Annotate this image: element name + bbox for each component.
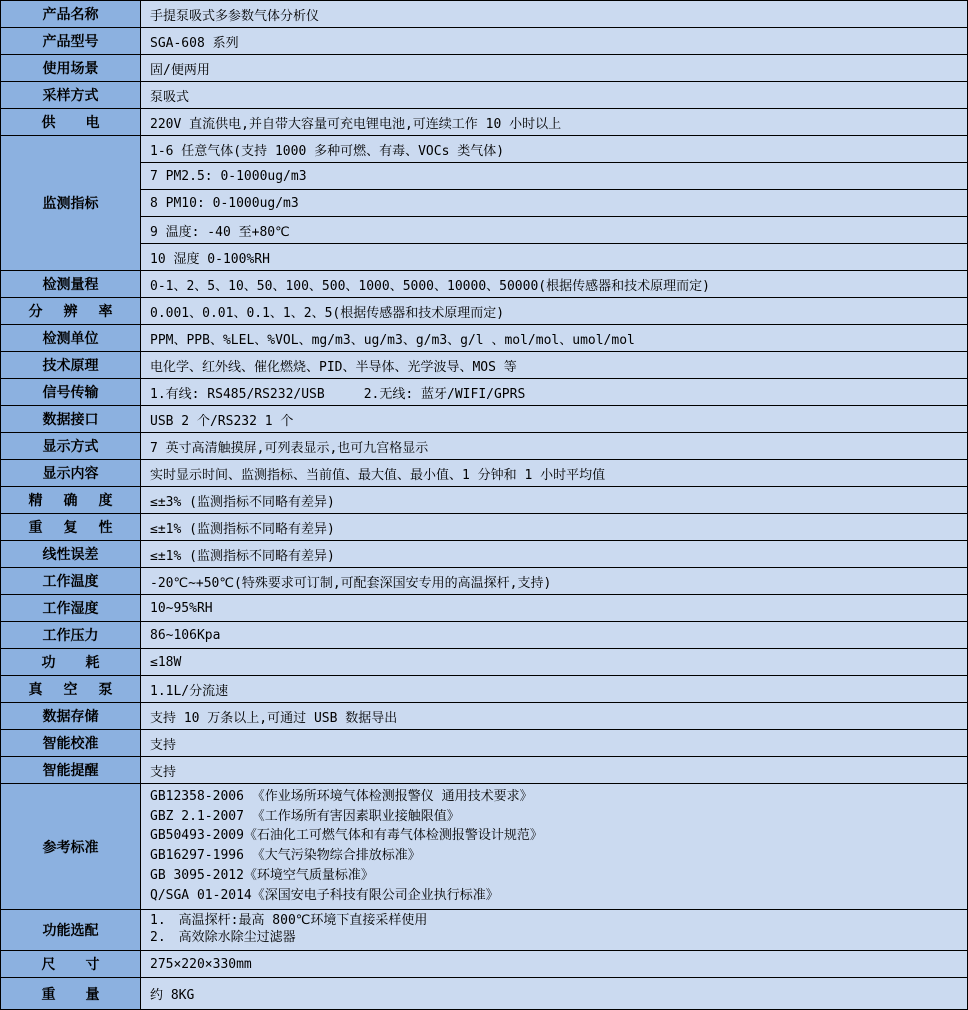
- row-value-multiline: [141, 784, 967, 909]
- spec-row: [1, 55, 967, 82]
- row-label-text: 使用场景: [42, 61, 99, 77]
- row-label-text: 工作湿度: [42, 601, 99, 617]
- spec-row: [1, 784, 967, 910]
- row-label-text: 信号传输: [42, 385, 99, 401]
- row-value-multiline: [141, 910, 967, 950]
- row-label-text: 重量: [41, 986, 100, 1003]
- spec-row: [1, 82, 967, 109]
- spec-row: [1, 460, 967, 487]
- row-value: ≤±1% (监测指标不同略有差异): [141, 541, 967, 567]
- row-label: [1, 568, 141, 594]
- row-value: 支持: [141, 757, 967, 783]
- spec-row: [1, 325, 967, 352]
- row-label: [1, 951, 141, 977]
- spec-row: [1, 352, 967, 379]
- spec-row: [1, 951, 967, 978]
- row-value: 220V 直流供电,并自带大容量可充电锂电池,可连续工作 10 小时以上: [141, 109, 967, 135]
- row-value: 电化学、红外线、催化燃烧、PID、半导体、光学波导、MOS 等: [141, 352, 967, 378]
- row-label-text: 智能校准: [42, 736, 99, 752]
- spec-row: [1, 703, 967, 730]
- row-label-text: 数据接口: [42, 412, 99, 428]
- row-label: [1, 676, 141, 702]
- spec-row: [1, 514, 967, 541]
- subrow-value: 10 湿度 0-100%RH: [150, 251, 270, 267]
- spec-row: [1, 978, 967, 1009]
- row-label-text: 技术原理: [42, 358, 99, 374]
- row-label-text: 产品型号: [42, 34, 99, 50]
- row-label-text: 供电: [41, 115, 100, 131]
- spec-row: [1, 487, 967, 514]
- row-value: 0-1、2、5、10、50、100、500、1000、5000、10000、50000(根据传感器和技术原理而定): [141, 271, 967, 297]
- row-label: [1, 352, 141, 378]
- row-value: 支持 10 万条以上,可通过 USB 数据导出: [141, 703, 967, 729]
- row-label: [1, 784, 141, 909]
- spec-row: [1, 406, 967, 433]
- row-label-text: 产品名称: [42, 7, 99, 23]
- row-value: ≤±3% (监测指标不同略有差异): [141, 487, 967, 513]
- row-value: 275×220×330mm: [141, 951, 967, 977]
- row-label: [1, 487, 141, 513]
- row-value: 7 英寸高清触摸屏,可列表显示,也可九宫格显示: [141, 433, 967, 459]
- text-line: GB50493-2009《石油化工可燃气体和有毒气体检测报警设计规范》: [150, 828, 543, 844]
- row-label-text: 智能提醒: [42, 763, 99, 779]
- row-label-text: 功能选配: [42, 923, 99, 939]
- row-label: [1, 514, 141, 540]
- row-label: [1, 271, 141, 297]
- row-label: [1, 82, 141, 108]
- row-label-text: 真空泵: [28, 682, 113, 698]
- subrow-value: 8 PM10: 0-1000ug/m3: [141, 190, 967, 217]
- row-value: 86~106Kpa: [141, 622, 967, 648]
- row-value-group: [141, 136, 967, 270]
- row-value: USB 2 个/RS232 1 个: [141, 406, 967, 432]
- row-label-text: 线性误差: [42, 547, 99, 563]
- row-label: [1, 1, 141, 27]
- row-label: [1, 910, 141, 950]
- row-label: [1, 703, 141, 729]
- spec-row: [1, 649, 967, 676]
- row-value: SGA-608 系列: [141, 28, 967, 54]
- spec-row: [1, 28, 967, 55]
- spec-row: [1, 910, 967, 951]
- row-label: [1, 649, 141, 675]
- row-label: [1, 55, 141, 81]
- spec-row: [1, 1, 967, 28]
- spec-row: [1, 298, 967, 325]
- row-value: ≤±1% (监测指标不同略有差异): [141, 514, 967, 540]
- row-label-text: 重复性: [28, 520, 113, 536]
- row-label-text: 分辨率: [28, 304, 113, 320]
- row-label: [1, 730, 141, 756]
- row-label-text: 显示方式: [42, 439, 99, 455]
- spec-row: [1, 136, 967, 271]
- row-label: [1, 460, 141, 486]
- spec-row: [1, 433, 967, 460]
- spec-row: [1, 622, 967, 649]
- row-label: [1, 595, 141, 621]
- subrow-value: 9 温度: -40 至+80℃: [141, 217, 967, 244]
- row-value: 固/便两用: [141, 55, 967, 81]
- spec-row: [1, 568, 967, 595]
- row-label: [1, 978, 141, 1009]
- row-label-text: 检测量程: [42, 277, 99, 293]
- row-label: [1, 136, 141, 270]
- row-label-text: 尺寸: [41, 957, 100, 973]
- text-line: GB 3095-2012《环境空气质量标准》: [150, 868, 374, 884]
- row-value: 0.001、0.01、0.1、1、2、5(根据传感器和技术原理而定): [141, 298, 967, 324]
- row-label-text: 检测单位: [42, 331, 99, 347]
- row-label-text: 采样方式: [42, 88, 99, 104]
- row-label: [1, 622, 141, 648]
- row-label: [1, 28, 141, 54]
- row-label: [1, 433, 141, 459]
- row-value: 手提泵吸式多参数气体分析仪: [141, 1, 967, 27]
- row-label: [1, 379, 141, 405]
- row-value: ≤18W: [141, 649, 967, 675]
- text-line: Q/SGA 01-2014《深国安电子科技有限公司企业执行标准》: [150, 887, 499, 903]
- row-label-text: 精确度: [28, 493, 113, 509]
- spec-row: [1, 379, 967, 406]
- subrow-value: 1-6 任意气体(支持 1000 多种可燃、有毒、VOCs 类气体): [141, 136, 967, 163]
- text-line: GB12358-2006 《作业场所环境气体检测报警仪 通用技术要求》: [150, 788, 533, 804]
- subrow-value: 7 PM2.5: 0-1000ug/m3: [141, 163, 967, 190]
- row-label: [1, 757, 141, 783]
- row-label-text: 显示内容: [42, 466, 99, 482]
- row-value: 1.有线: RS485/RS232/USB 2.无线: 蓝牙/WIFI/GPRS: [141, 379, 967, 405]
- spec-row: [1, 109, 967, 136]
- row-value: 泵吸式: [141, 82, 967, 108]
- row-value: 约 8KG: [141, 978, 967, 1009]
- row-value: 支持: [141, 730, 967, 756]
- spec-row: [1, 757, 967, 784]
- row-label: [1, 406, 141, 432]
- row-label-text: 监测指标: [42, 196, 99, 212]
- spec-row: [1, 730, 967, 757]
- row-label: [1, 298, 141, 324]
- text-line: GB16297-1996 《大气污染物综合排放标准》: [150, 848, 421, 864]
- spec-row: [1, 676, 967, 703]
- row-label: [1, 541, 141, 567]
- spec-row: [1, 271, 967, 298]
- spec-row: [1, 595, 967, 622]
- text-line: GBZ 2.1-2007 《工作场所有害因素职业接触限值》: [150, 808, 460, 824]
- row-label-text: 功耗: [41, 655, 100, 671]
- row-value: PPM、PPB、%LEL、%VOL、mg/m3、ug/m3、g/m3、g/l 、mol/mol、umol/mol: [141, 325, 967, 351]
- row-label-text: 工作压力: [42, 628, 99, 644]
- row-label: [1, 109, 141, 135]
- text-line: 1. 高温探杆:最高 800℃环境下直接采样使用: [150, 913, 428, 929]
- spec-row: [1, 541, 967, 568]
- row-label-text: 工作温度: [42, 574, 99, 590]
- row-value: 1.1L/分流速: [141, 676, 967, 702]
- row-value: -20℃~+50℃(特殊要求可订制,可配套深国安专用的高温探杆,支持): [141, 568, 967, 594]
- row-label-text: 数据存储: [42, 709, 99, 725]
- text-line: 2. 高效除水除尘过滤器: [150, 930, 296, 946]
- row-label-text: 参考标准: [42, 839, 99, 856]
- row-value: 实时显示时间、监测指标、当前值、最大值、最小值、1 分钟和 1 小时平均值: [141, 460, 967, 486]
- row-label: [1, 325, 141, 351]
- row-value: 10~95%RH: [141, 595, 967, 621]
